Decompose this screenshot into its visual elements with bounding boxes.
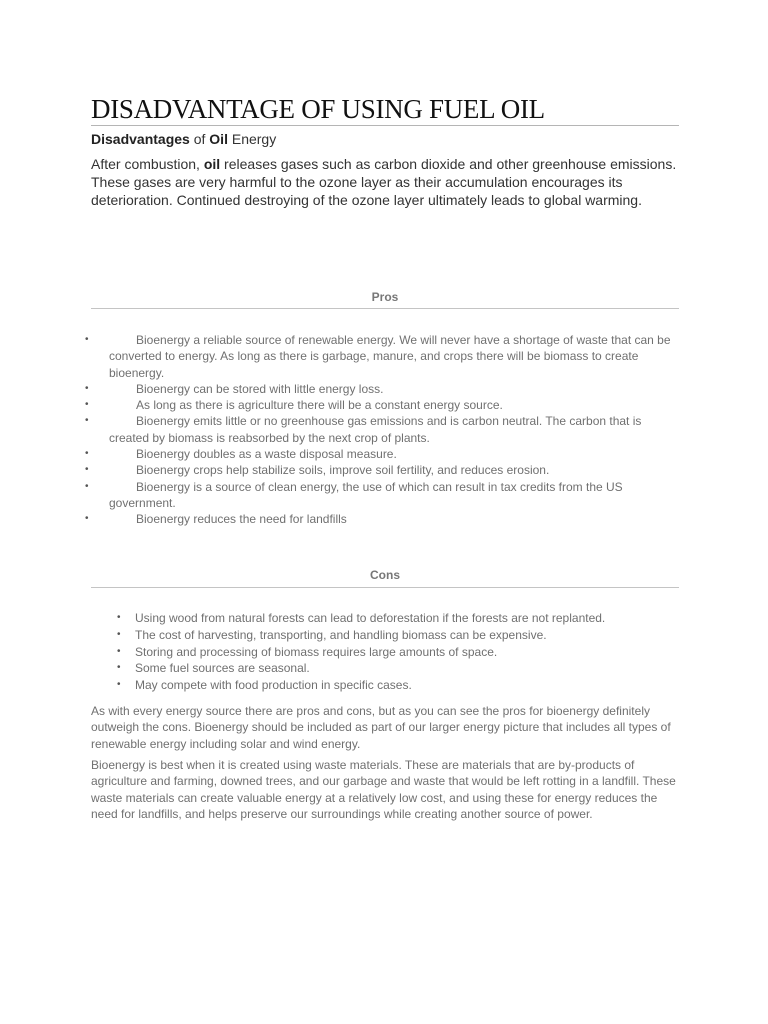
bullet-icon: • — [85, 382, 89, 394]
pros-heading: Pros — [371, 290, 399, 304]
bullet-icon: • — [85, 415, 89, 427]
intro-paragraph — [91, 155, 681, 209]
list-item-text: The cost of harvesting, transporting, and handling biomass can be expensive. — [135, 627, 547, 642]
list-item-text: Bioenergy emits little or no greenhouse gas emissions and is carbon neutral. The carbon that is created by biomass is reabsorbed by the next crop of plants. — [109, 414, 642, 445]
list-item-text: Bioenergy a reliable source of renewable energy. We will never have a shortage of waste that can be converted to energy. As long as there is garbage, manure, and crops there will be biomass to create bioenergy. — [109, 333, 671, 380]
list-item — [85, 511, 679, 527]
subheading-part-4: Energy — [227, 131, 277, 147]
cons-heading: Cons — [370, 568, 400, 582]
pros-divider — [91, 308, 679, 309]
bullet-icon: • — [117, 662, 121, 674]
list-item-text: Bioenergy doubles as a waste disposal measure. — [136, 447, 397, 462]
bullet-icon: • — [85, 448, 89, 460]
cons-divider — [91, 587, 679, 588]
list-item — [85, 332, 679, 381]
intro-lead: After combustion, — [91, 156, 204, 172]
list-item — [91, 660, 679, 677]
pros-list — [85, 332, 679, 528]
page-title: DISADVANTAGE OF USING FUEL OIL — [91, 94, 545, 124]
subheading-part-2: of — [189, 131, 210, 147]
list-item-text: Some fuel sources are seasonal. — [135, 661, 310, 676]
list-item-text: As long as there is agriculture there will be a constant energy source. — [136, 398, 503, 413]
intro-bold: oil — [203, 156, 221, 172]
list-item — [91, 644, 679, 661]
cons-list — [91, 610, 679, 694]
bullet-icon: • — [117, 645, 121, 657]
bullet-icon: • — [85, 464, 89, 476]
list-item-text: Storing and processing of biomass requires large amounts of space. — [135, 644, 498, 659]
bullet-icon: • — [85, 513, 89, 525]
bullet-icon: • — [117, 679, 121, 691]
list-item-text: Bioenergy crops help stabilize soils, improve soil fertility, and reduces erosion. — [136, 463, 550, 478]
list-item-text: Bioenergy is a source of clean energy, the use of which can result in tax credits from the US government. — [109, 479, 623, 510]
list-item — [85, 381, 679, 397]
subheading-part-1: Disadvantages — [91, 131, 190, 147]
list-item-text: Using wood from natural forests can lead to deforestation if the forests are not replanted. — [135, 611, 606, 625]
bullet-icon: • — [85, 480, 89, 492]
subheading — [91, 130, 276, 148]
list-item — [85, 462, 679, 478]
summary-paragraph: As with every energy source there are pros and cons, but as you can see the pros for bioenergy definitely outweigh the cons. Bioenergy should be included as part of our larger energy picture that includes all types of renewable energy including solar and wind energy. — [91, 704, 671, 751]
list-item — [85, 479, 679, 512]
list-item — [85, 413, 679, 446]
intro-rest: releases gases such as carbon dioxide and other greenhouse emissions. These gases are very harmful to the ozone layer as their accumulation encourages its deterioration. Continued destroying of the ozone layer ultimately leads to global warming. — [91, 156, 677, 208]
list-item — [85, 446, 679, 462]
list-item-text: Bioenergy reduces the need for landfills — [136, 512, 347, 527]
list-item — [85, 397, 679, 413]
waste-materials-paragraph: Bioenergy is best when it is created using waste materials. These are materials that are by-products of agriculture and farming, downed trees, and our garbage and waste that would be left rotting in a landfill. These waste materials can create valuable energy at a relatively low cost, and using these for energy reduces the need for landfills, and helps preserve our surroundings while creating another source of power. — [91, 758, 676, 821]
subheading-part-3: Oil — [209, 131, 228, 147]
bullet-icon: • — [85, 334, 89, 345]
list-item — [91, 627, 679, 644]
list-item-text: Bioenergy can be stored with little energy loss. — [136, 381, 384, 396]
list-item — [91, 677, 679, 694]
bullet-icon: • — [117, 628, 121, 640]
title-divider — [91, 125, 679, 126]
list-item — [91, 610, 679, 627]
list-item-text: May compete with food production in specific cases. — [135, 678, 412, 693]
bullet-icon: • — [85, 399, 89, 411]
bullet-icon: • — [117, 612, 121, 623]
